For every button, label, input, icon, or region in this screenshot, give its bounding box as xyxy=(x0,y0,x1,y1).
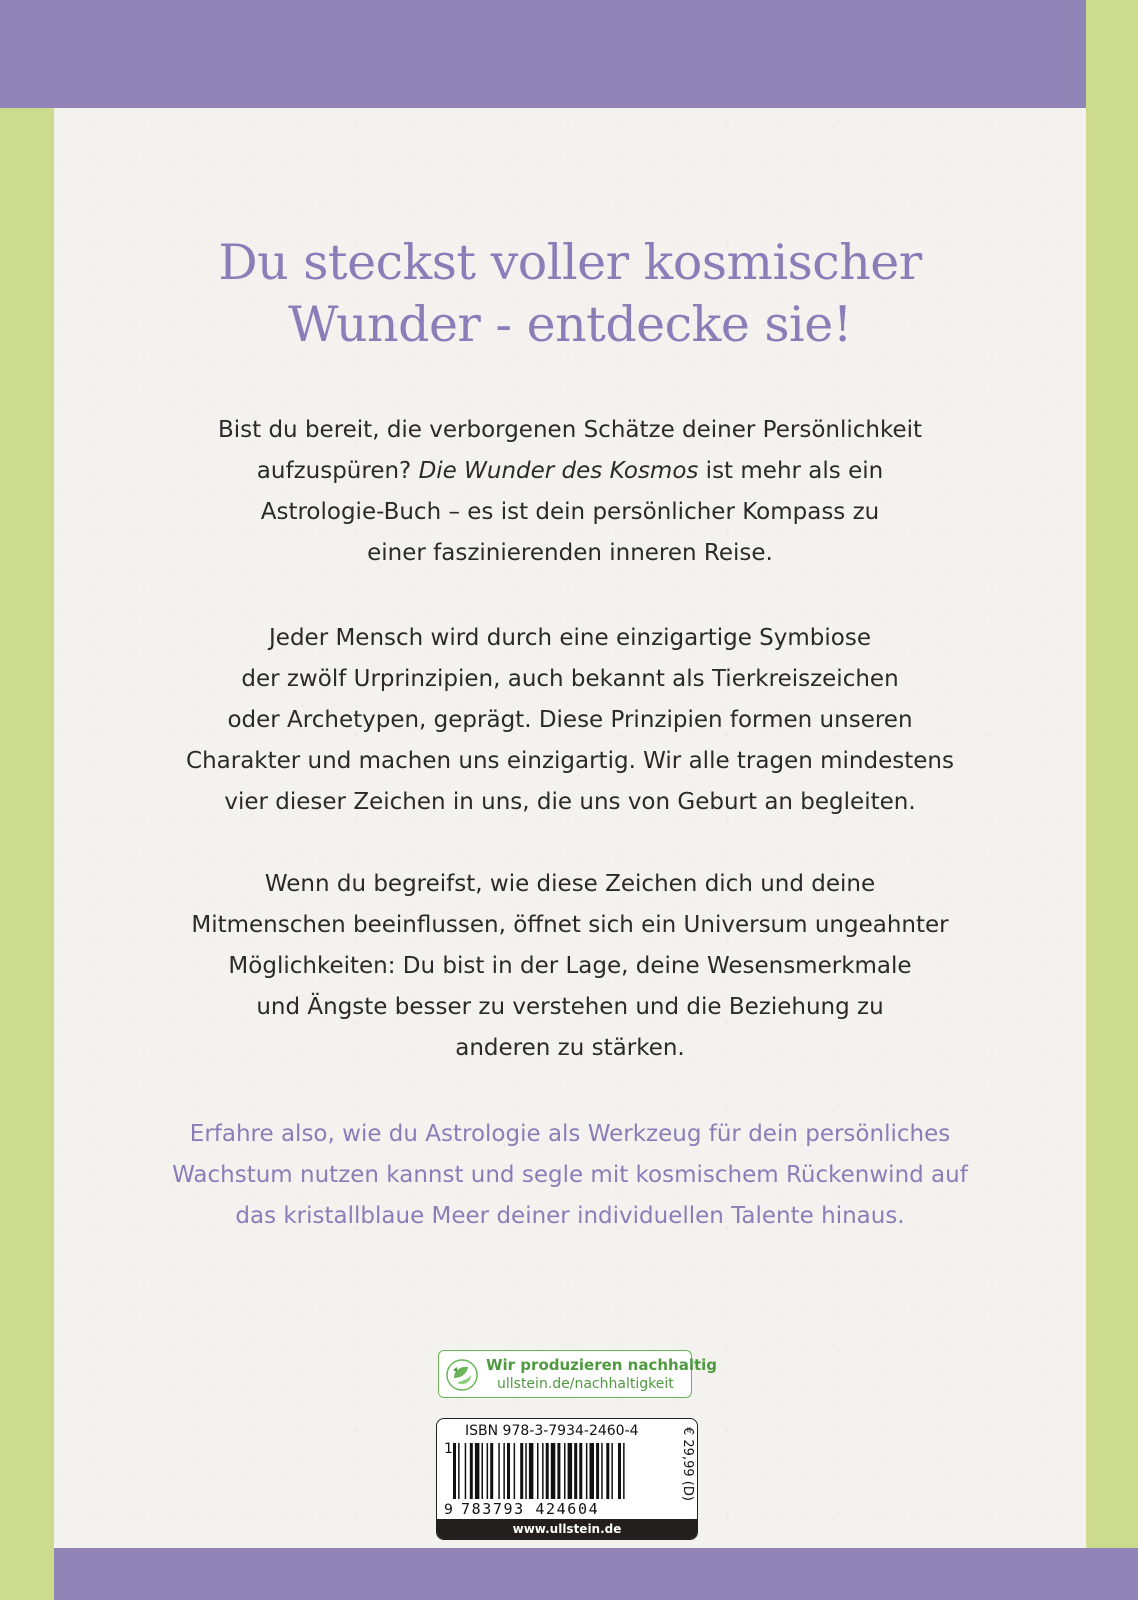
barcode-bars xyxy=(453,1443,663,1499)
paragraph-line: Charakter und machen uns einzigartig. Wir alle tragen mindestens xyxy=(186,748,954,774)
paragraph-line: oder Archetypen, geprägt. Diese Prinzipien formen unseren xyxy=(227,707,913,733)
left-lime-strip xyxy=(0,0,54,1600)
paragraph-line: vier dieser Zeichen in uns, die uns von Geburt an begleiten. xyxy=(224,789,916,815)
publisher-website[interactable]: www.ullstein.de xyxy=(437,1519,697,1540)
paragraph-line: Möglichkeiten: Du bist in der Lage, deine Wesensmerkmale xyxy=(228,953,912,979)
paragraph-line: anderen zu stärken. xyxy=(455,1035,685,1061)
paragraph-line: Erfahre also, wie du Astrologie als Werkzeug für dein persönliches xyxy=(189,1121,951,1147)
headline xyxy=(54,232,1086,356)
paragraph-line: Wenn du begreifst, wie diese Zeichen dich und deine xyxy=(264,871,876,897)
book-title: Die Wunder des Kosmos xyxy=(418,458,699,484)
paragraph-line: Jeder Mensch wird durch eine einzigartige Symbiose xyxy=(269,625,871,651)
paragraph-archetypes xyxy=(140,618,1000,823)
paragraph-line: Astrologie-Buch – es ist dein persönlicher Kompass zu xyxy=(260,499,880,525)
paragraph-line: Mitmenschen beeinflussen, öffnet sich ein Universum ungeahnter xyxy=(191,912,949,938)
barcode-first-digit: 9 xyxy=(444,1502,453,1518)
paragraph-line: einer faszinierenden inneren Reise. xyxy=(367,540,773,566)
barcode-box xyxy=(436,1418,698,1540)
paragraph-closing xyxy=(140,1114,1000,1237)
sustainability-url[interactable]: ullstein.de/nachhaltigkeit xyxy=(497,1376,674,1392)
barcode-lead-digit: 1 xyxy=(444,1441,453,1457)
bottom-purple-band xyxy=(54,1548,1138,1600)
top-purple-band xyxy=(0,0,1086,108)
paragraph-line: das kristallblaue Meer deiner individuellen Talente hinaus. xyxy=(235,1203,905,1229)
paragraph-understanding xyxy=(140,864,1000,1069)
headline-line-1: Du steckst voller kosmischer xyxy=(218,234,922,291)
price-label: € 29,99 (D) xyxy=(680,1427,695,1501)
paragraph-line-with-title: aufzuspüren? Die Wunder des Kosmos ist mehr als ein xyxy=(256,458,884,484)
paragraph-line: Bist du bereit, die verborgenen Schätze deiner Persönlichkeit xyxy=(217,417,923,443)
paragraph-line: und Ängste besser zu verstehen und die Beziehung zu xyxy=(256,994,884,1020)
right-lime-strip xyxy=(1086,0,1138,1600)
sustainability-badge xyxy=(438,1350,718,1398)
paragraph-line: der zwölf Urprinzipien, auch bekannt als Tierkreiszeichen xyxy=(241,666,899,692)
sustainability-title: Wir produzieren nachhaltig xyxy=(486,1356,718,1374)
recycle-leaf-icon xyxy=(445,1358,479,1392)
paragraph-line: Wachstum nutzen kannst und segle mit kosmischem Rückenwind auf xyxy=(172,1162,968,1188)
paragraph-intro xyxy=(140,410,1000,574)
barcode-digits: 783793 424604 xyxy=(461,1500,600,1518)
isbn-label: ISBN 978-3-7934-2460-4 xyxy=(465,1423,639,1439)
headline-line-2: Wunder - entdecke sie! xyxy=(288,296,852,353)
